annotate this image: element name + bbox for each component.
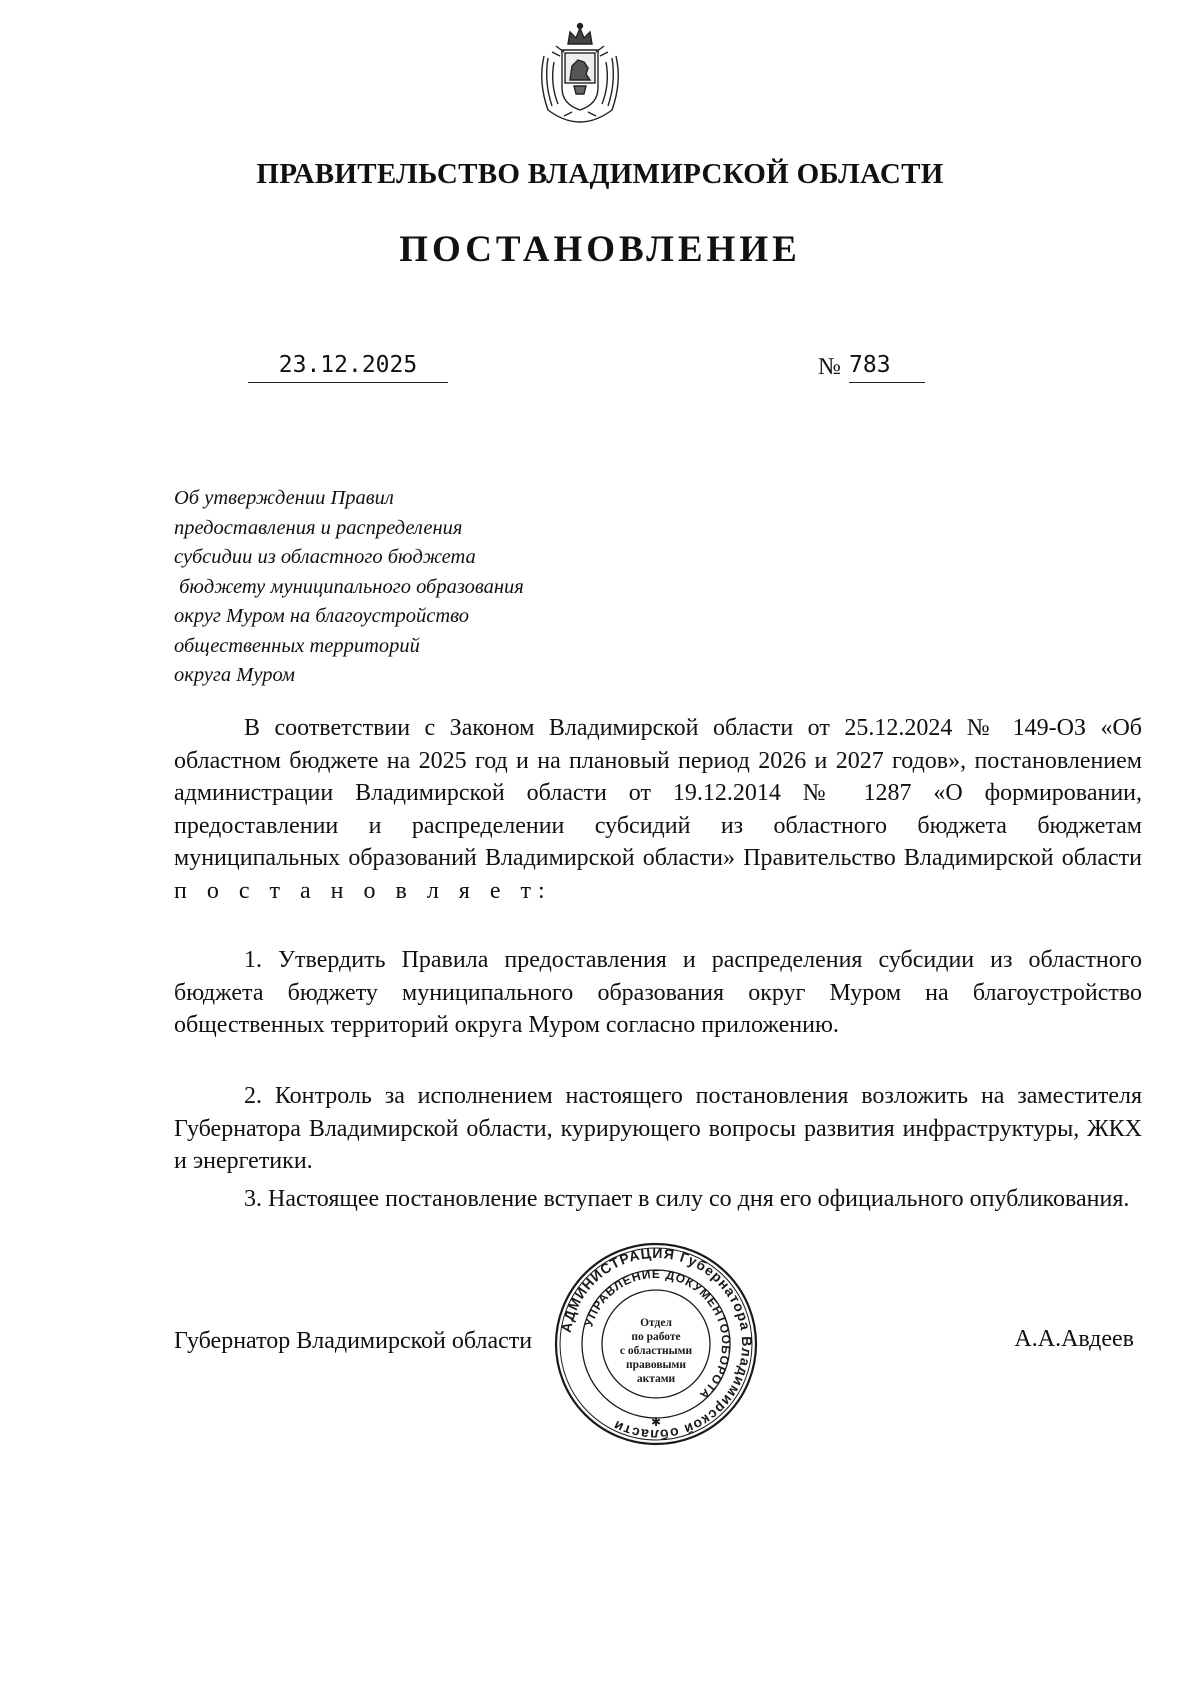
svg-text:по работе: по работе xyxy=(631,1331,681,1343)
item-paragraph: 1. Утвердить Правила предоставления и распределения субсидии из областного бюджета бюджету муниципального образования округ Муром на благоустройство общественных территорий округа Муром согласно приложению. xyxy=(174,947,1142,1038)
subject-line: Об утверждении Правил xyxy=(174,487,394,509)
subject-line: бюджету муниципального образования xyxy=(174,575,524,598)
svg-text:правовыми: правовыми xyxy=(625,1359,687,1371)
number-sign: № xyxy=(818,354,841,380)
seal-outer-text: АДМИНИСТРАЦИЯ Губернатора Владимирской области xyxy=(557,1244,756,1444)
subject-line: округа Муром xyxy=(174,664,295,686)
resolves-word: п о с т а н о в л я е т: xyxy=(174,877,552,904)
government-title: ПРАВИТЕЛЬСТВО ВЛАДИМИРСКОЙ ОБЛАСТИ xyxy=(256,158,944,190)
document-subject xyxy=(174,484,634,691)
svg-text:Отдел: Отдел xyxy=(640,1317,672,1329)
item-paragraph: 2. Контроль за исполнением настоящего постановления возложить на заместителя Губернатора Владимирской области, курирующего вопросы развития инфраструктуры, ЖКХ и энергетики. xyxy=(174,1083,1142,1174)
official-seal-stamp xyxy=(552,1240,760,1448)
seal-middle-text: УПРАВЛЕНИЕ ДОКУМЕНТООБОРОТА xyxy=(581,1266,734,1403)
document-date: 23.12.2025 xyxy=(248,348,448,383)
signatory-name: А.А.Авдеев xyxy=(1014,1326,1134,1352)
coat-of-arms-icon xyxy=(534,22,626,126)
preamble-paragraph xyxy=(174,712,1142,907)
preamble-text: В соответствии с Законом Владимирской области от 25.12.2024 № 149-ОЗ «Об областном бюджете на 2025 год и на плановый период 2026 и 2027 годов», постановлением администрации Владимирской области от 19.12.2014 № 1287 «О формировании, предоставлении и распределении субсидий из областного бюджета бюджетам муниципальных образований Владимирской области» Правительство Владимирской области xyxy=(174,715,1142,871)
document-number: 783 xyxy=(849,348,925,383)
signatory-title: Губернатор Владимирской области xyxy=(174,1328,533,1354)
subject-line: предоставления и распределения xyxy=(174,516,463,539)
subject-line: общественных территорий xyxy=(174,634,420,657)
item-paragraph: 3. Настоящее постановление вступает в силу со дня его официального опубликования. xyxy=(244,1186,1130,1212)
subject-line: округ Муром на благоустройство xyxy=(174,605,470,627)
subject-line: субсидии из областного бюджета xyxy=(174,546,476,568)
svg-text:актами: актами xyxy=(636,1373,676,1385)
svg-text:✱: ✱ xyxy=(650,1415,662,1429)
svg-text:с областными: с областными xyxy=(619,1345,693,1357)
document-type: ПОСТАНОВЛЕНИЕ xyxy=(399,229,801,270)
